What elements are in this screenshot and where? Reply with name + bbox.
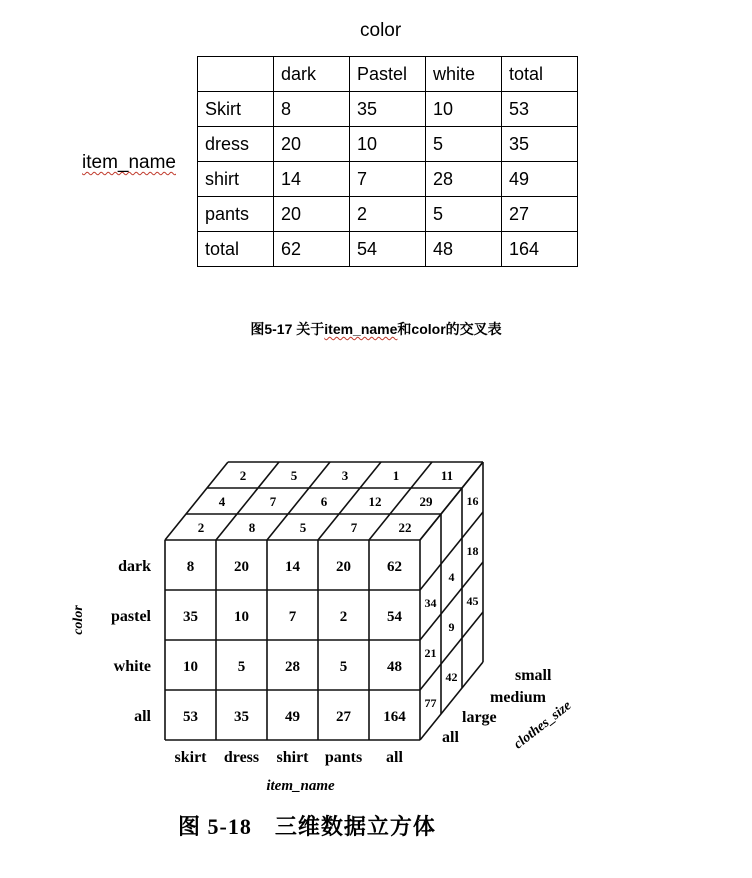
row-label-cell: shirt — [198, 162, 274, 197]
cube-top-value: 7 — [350, 520, 358, 535]
cube-side-value: 34 — [424, 596, 437, 610]
table-header-row — [198, 57, 578, 92]
header-cell: dark — [274, 57, 350, 92]
cube-depth-label: large — [462, 709, 497, 726]
cube-front-value: 27 — [336, 709, 351, 725]
cube-top-value: 22 — [398, 520, 412, 535]
cube-front-value: 35 — [183, 609, 198, 625]
cube-front-value: 10 — [183, 659, 198, 675]
header-cell: total — [502, 57, 578, 92]
cube-front-value: 20 — [234, 559, 249, 575]
table-cell: 5 — [426, 197, 502, 232]
cube-front-value: 2 — [339, 609, 348, 625]
cube-side-value: 16 — [466, 494, 479, 508]
caption-underlined-term: item_name — [324, 321, 398, 337]
cube-side-value: 21 — [424, 646, 437, 660]
row-label-cell: total — [198, 232, 274, 267]
cube-front-value: 10 — [234, 609, 249, 625]
cube-depth-label: all — [442, 729, 459, 746]
table-cell: 28 — [426, 162, 502, 197]
table-row — [198, 162, 578, 197]
cube-front-value: 14 — [285, 559, 300, 575]
crosstab-table — [197, 56, 578, 267]
cube-top-value: 29 — [419, 494, 433, 509]
axis-title-item: item_name — [266, 778, 335, 794]
table-cell: 54 — [350, 232, 426, 267]
cube-column-label: skirt — [174, 749, 207, 766]
table-cell: 7 — [350, 162, 426, 197]
table-cell: 10 — [426, 92, 502, 127]
row-label-cell: Skirt — [198, 92, 274, 127]
header-cell: white — [426, 57, 502, 92]
column-dimension-label: color — [360, 20, 402, 41]
cube-row-label: white — [113, 658, 151, 675]
cube-front-value: 48 — [387, 659, 402, 675]
cube-top-value: 8 — [248, 520, 256, 535]
table-cell: 27 — [502, 197, 578, 232]
cube-column-label: shirt — [276, 749, 309, 766]
cube-top-value: 7 — [269, 494, 277, 509]
cube-side-value: 9 — [448, 620, 455, 634]
axis-title-color: color — [71, 605, 86, 635]
axis-title-size: clothes_size — [511, 698, 575, 753]
cube-side-value: 45 — [466, 594, 479, 608]
table-cell: 14 — [274, 162, 350, 197]
cube-top-value: 3 — [341, 468, 349, 483]
cube-front-value: 28 — [285, 659, 300, 675]
cube-front-value: 53 — [183, 709, 198, 725]
header-cell: Pastel — [350, 57, 426, 92]
cube-top-value: 2 — [239, 468, 247, 483]
table-cell: 35 — [350, 92, 426, 127]
cube-side-value: 42 — [445, 670, 458, 684]
table-row — [198, 197, 578, 232]
figure-caption-cube: 图 5-18 三维数据立方体 — [178, 814, 436, 839]
table-cell: 53 — [502, 92, 578, 127]
cube-column-label: all — [386, 749, 403, 766]
table-cell: 8 — [274, 92, 350, 127]
cube-top-value: 2 — [197, 520, 205, 535]
table-cell: 164 — [502, 232, 578, 267]
table-row — [198, 127, 578, 162]
cube-row-label: all — [134, 708, 151, 725]
cube-row-label: pastel — [111, 608, 151, 625]
cube-depth-label: small — [515, 667, 552, 684]
table-cell: 48 — [426, 232, 502, 267]
cube-top-value: 5 — [299, 520, 307, 535]
cube-top-value: 4 — [218, 494, 226, 509]
table-cell: 49 — [502, 162, 578, 197]
cube-column-label: pants — [324, 749, 363, 766]
cube-row-label: dark — [118, 558, 151, 575]
cube-front-value: 49 — [285, 709, 300, 725]
table-cell: 62 — [274, 232, 350, 267]
table-cell: 20 — [274, 197, 350, 232]
cube-top-value: 11 — [440, 468, 454, 483]
cube-front-value: 164 — [383, 709, 406, 725]
cube-side-value: 77 — [424, 696, 437, 710]
cube-top-value: 12 — [368, 494, 382, 509]
cube-front-value: 5 — [237, 659, 246, 675]
table-cell: 35 — [502, 127, 578, 162]
cube-front-value: 8 — [186, 559, 195, 575]
caption-suffix: 和color的交叉表 — [397, 321, 502, 337]
table-cell: 2 — [350, 197, 426, 232]
row-label-cell: dress — [198, 127, 274, 162]
cube-column-label: dress — [223, 749, 260, 766]
data-cube-figure — [0, 440, 752, 810]
cube-front-value: 54 — [387, 609, 402, 625]
row-label-cell: pants — [198, 197, 274, 232]
table-cell: 10 — [350, 127, 426, 162]
cube-front-value: 35 — [234, 709, 249, 725]
figure-caption-crosstab — [0, 319, 752, 339]
table-cell: 20 — [274, 127, 350, 162]
cube-side-value: 18 — [466, 544, 479, 558]
table-row — [198, 92, 578, 127]
cube-front-value: 20 — [336, 559, 351, 575]
table-row — [198, 232, 578, 267]
cube-depth-label: medium — [490, 689, 546, 706]
cube-front-value: 7 — [288, 609, 297, 625]
cube-top-value: 6 — [320, 494, 328, 509]
table-cell: 5 — [426, 127, 502, 162]
header-cell — [198, 57, 274, 92]
cube-front-value: 5 — [339, 659, 348, 675]
cube-top-value: 5 — [290, 468, 298, 483]
caption-prefix: 图5-17 关于 — [250, 321, 325, 337]
cube-side-value: 4 — [448, 570, 455, 584]
cube-front-value: 62 — [387, 559, 402, 575]
row-dimension-label: item_name — [82, 152, 176, 173]
cube-top-value: 1 — [392, 468, 400, 483]
